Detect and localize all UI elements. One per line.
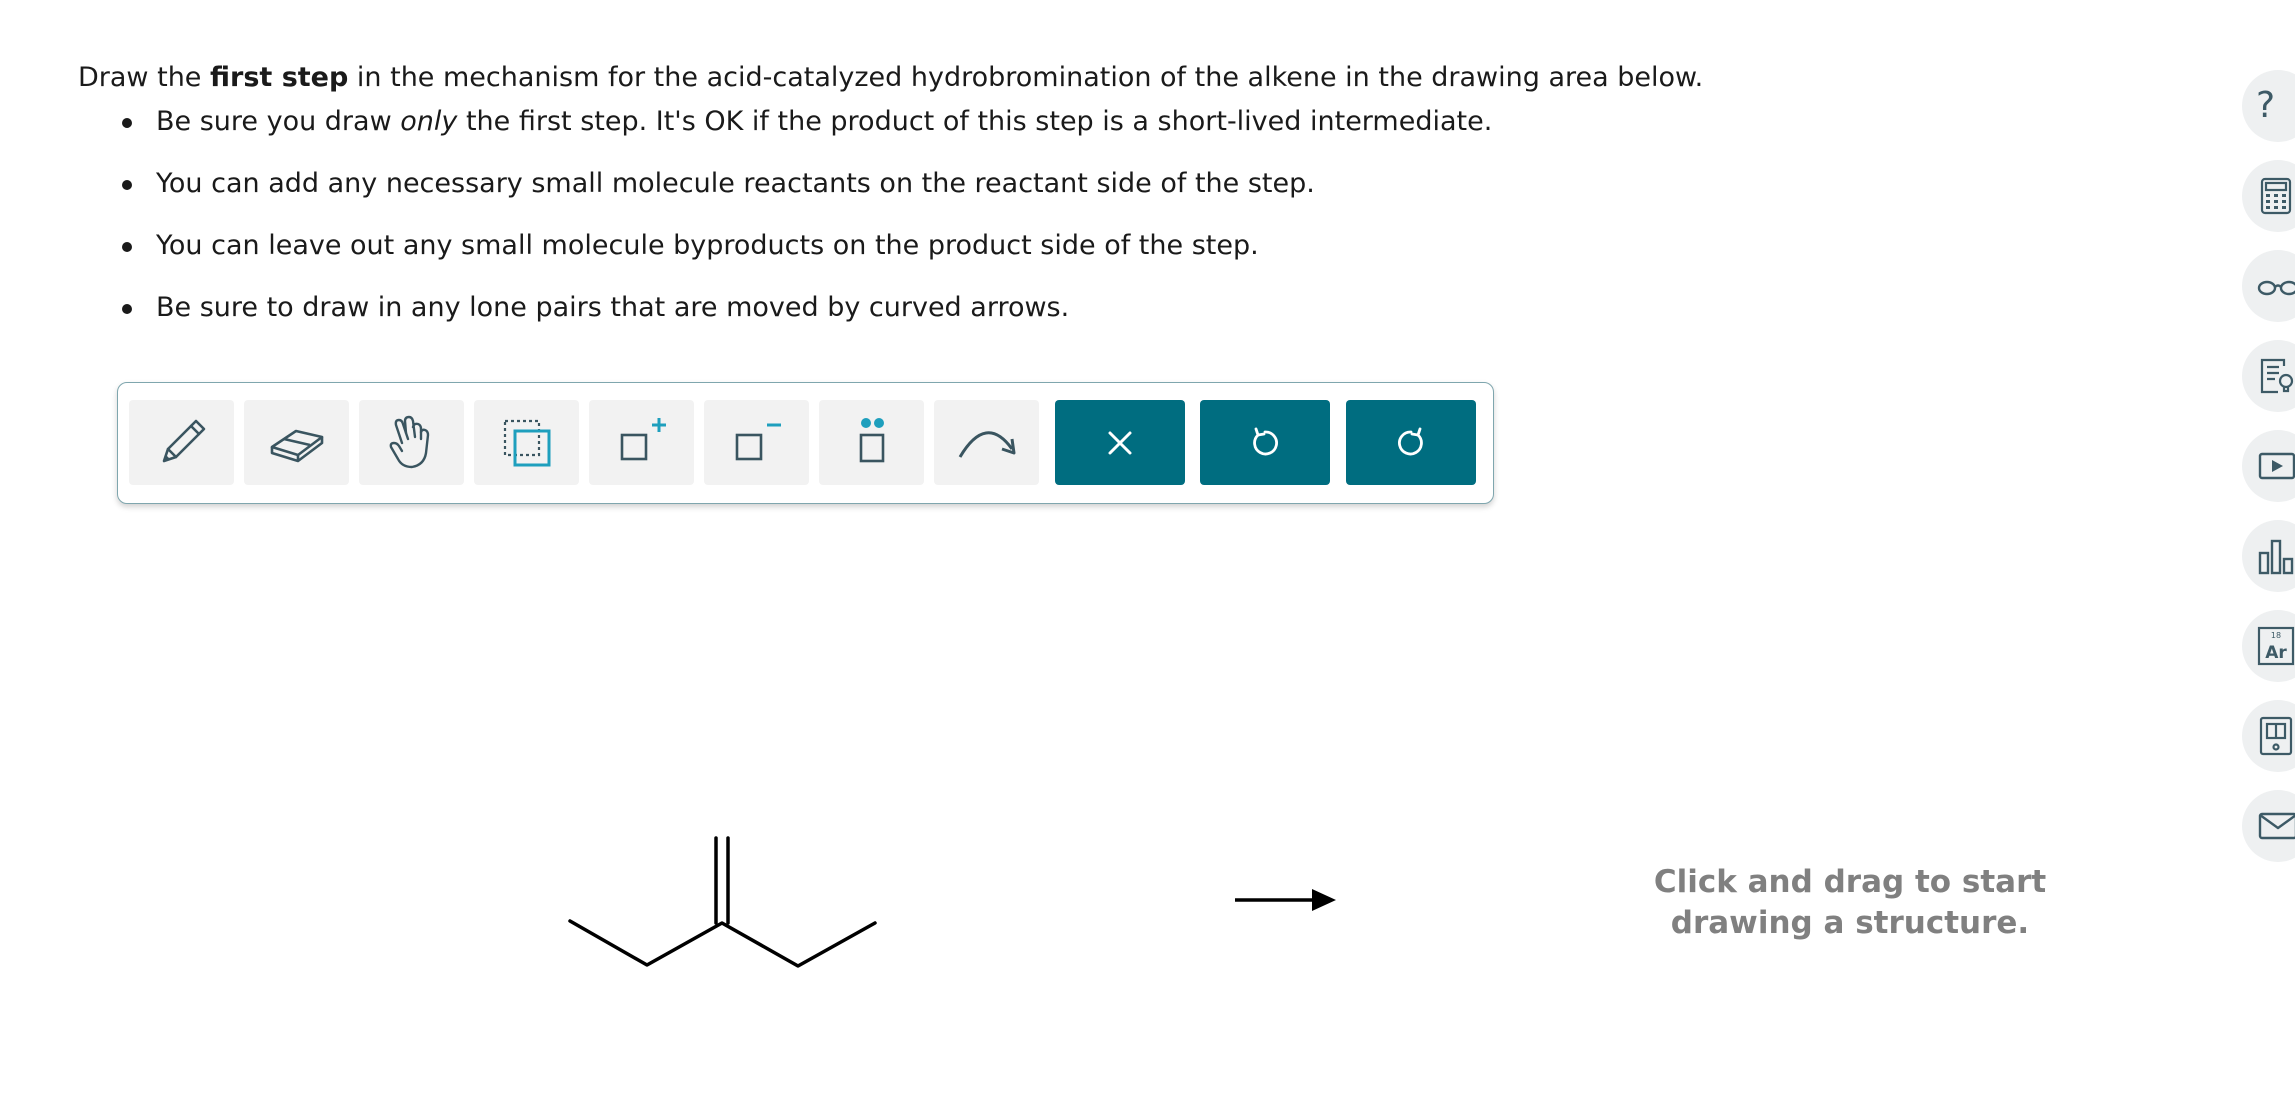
remove-charge-icon	[729, 415, 785, 471]
instruction-text: Be sure to draw in any lone pairs that are moved by curved arrows.	[156, 292, 1070, 323]
instruction-text: the first step. It's OK if the product of this step is a short-lived intermediate.	[457, 106, 1493, 137]
question-bold: first step	[210, 62, 349, 93]
hand-icon	[384, 413, 440, 473]
lone-pair-button[interactable]	[819, 400, 924, 485]
help-icon: ?	[2256, 85, 2276, 126]
video-button[interactable]	[2242, 430, 2295, 502]
glasses-icon	[2256, 266, 2295, 306]
hint-line-1: Click and drag to start	[1653, 864, 2047, 900]
periodic-table-button[interactable]	[2242, 610, 2295, 682]
curved-arrow-button[interactable]	[934, 400, 1039, 485]
reactant-alkene-structure[interactable]	[560, 830, 890, 980]
eraser-icon	[266, 413, 328, 473]
calculator-button[interactable]	[2242, 160, 2295, 232]
clear-icon	[1102, 425, 1138, 461]
curved-arrow-icon	[954, 415, 1020, 471]
ebook-icon	[2256, 715, 2295, 757]
help-button[interactable]	[2242, 70, 2295, 142]
undo-icon	[1247, 425, 1283, 461]
pencil-icon	[152, 413, 212, 473]
instruction-item	[120, 102, 1492, 164]
hand-tool-button[interactable]	[359, 400, 464, 485]
clear-button[interactable]	[1055, 400, 1185, 485]
instruction-emphasis: only	[400, 106, 458, 137]
hint-line-2: drawing a structure.	[1670, 905, 2030, 941]
instruction-list	[120, 102, 1492, 350]
redo-icon	[1393, 425, 1429, 461]
select-box-icon	[499, 415, 555, 471]
instruction-item	[120, 288, 1492, 350]
glasses-button[interactable]	[2242, 250, 2295, 322]
drawing-toolbar	[117, 382, 1494, 504]
hint-icon	[2256, 356, 2295, 396]
hint-button[interactable]	[2242, 340, 2295, 412]
video-icon	[2256, 446, 2295, 486]
lone-pair-icon	[844, 415, 900, 471]
periodic-number: 18	[2270, 631, 2282, 640]
question-suffix: in the mechanism for the acid-catalyzed hydrobromination of the alkene in the drawing area below.	[348, 62, 1704, 93]
instruction-item	[120, 226, 1492, 288]
select-tool-button[interactable]	[474, 400, 579, 485]
reaction-arrow	[1230, 885, 1340, 915]
calculator-icon	[2256, 176, 2295, 216]
ebook-button[interactable]	[2242, 700, 2295, 772]
message-icon	[2256, 806, 2295, 846]
chart-button[interactable]	[2242, 520, 2295, 592]
periodic-symbol: Ar	[2265, 643, 2287, 663]
pencil-tool-button[interactable]	[129, 400, 234, 485]
add-charge-button[interactable]	[589, 400, 694, 485]
message-button[interactable]	[2242, 790, 2295, 862]
instruction-item	[120, 164, 1492, 226]
instruction-text: You can add any necessary small molecule reactants on the reactant side of the step.	[156, 168, 1315, 199]
redo-button[interactable]	[1346, 400, 1476, 485]
remove-charge-button[interactable]	[704, 400, 809, 485]
chart-icon	[2256, 535, 2295, 577]
periodic-table-icon	[2256, 625, 2295, 667]
question-text	[78, 58, 1703, 98]
drawing-area-hint[interactable]	[1620, 862, 2080, 944]
instruction-text: You can leave out any small molecule byproducts on the product side of the step.	[156, 230, 1259, 261]
question-prefix: Draw the	[78, 62, 210, 93]
eraser-tool-button[interactable]	[244, 400, 349, 485]
undo-button[interactable]	[1200, 400, 1330, 485]
add-charge-icon	[614, 415, 670, 471]
instruction-text: Be sure you draw	[156, 106, 401, 137]
